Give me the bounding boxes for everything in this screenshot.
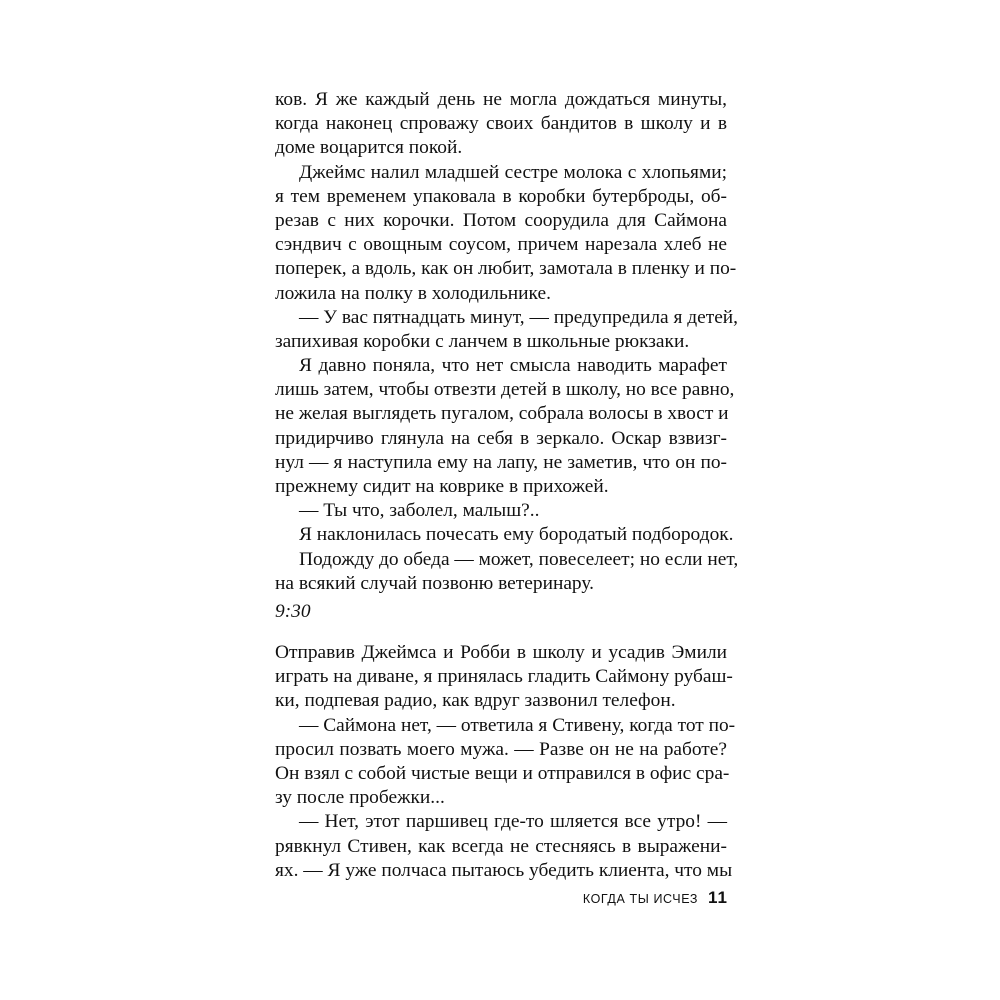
text-line: — Саймона нет, — ответила я Стивену, когда тот по- [299,714,736,736]
text-line: ях. — Я уже полчаса пытаюсь убедить клиента, что мы [275,859,733,881]
text-line: запихивая коробки с ланчем в школьные рюкзаки. [275,330,690,352]
text-line: зу после пробежки... [275,787,445,809]
text-line: Я наклонилась почесать ему бородатый подбородок. [299,524,734,546]
time-heading: 9:30 [275,601,311,622]
text-line: я тем временем упаковала в коробки бутерброды, об- [275,185,727,207]
text-line: на всякий случай позвоню ветеринару. [275,572,594,594]
text-line: Джеймс налил младшей сестре молока с хлопьями; [299,161,727,183]
text-line: сэндвич с овощным соусом, причем нарезала хлеб не [275,234,727,256]
text-line: нул — я наступила ему на лапу, не заметив, что он по- [275,451,727,473]
text-line: просил позвать моего мужа. — Разве он не на работе? [275,738,727,760]
text-line: Я давно поняла, что нет смысла наводить марафет [299,355,727,377]
running-title: КОГДА ТЫ ИСЧЕЗ [582,892,699,906]
text-line: не желая выглядеть пугалом, собрала волосы в хвост и [275,403,729,425]
page-footer [583,888,728,908]
text-line: доме воцарится покой. [275,137,463,159]
text-line: поперек, а вдоль, как он любит, замотала в пленку и по- [275,258,737,280]
text-line: придирчиво глянула на себя в зеркало. Оскар взвизг- [275,427,727,449]
text-line: ков. Я же каждый день не могла дождаться минуты, [275,89,727,110]
text-line: играть на диване, я принялась гладить Саймону рубаш- [275,666,733,688]
page-number: 11 [708,888,728,907]
text-line: рявкнул Стивен, как всегда не стесняясь в выражени- [275,835,727,857]
text-line: резав с них корочки. Потом соорудила для Саймона [275,209,727,231]
text-line: прежнему сидит на коврике в прихожей. [275,476,609,497]
text-line: лишь затем, чтобы отвезти детей в школу, но все равно, [275,379,735,401]
paragraphs-section-2 [275,641,736,883]
text-line: — Ты что, заболел, малыш?.. [299,500,540,522]
text-line: Отправив Джеймса и Робби в школу и усадив Эмили [275,642,727,663]
paragraphs-section-1 [275,88,739,596]
text-line: ложила на полку в холодильнике. [275,282,551,304]
text-line: Он взял с собой чистые вещи и отправился в офис сра- [275,762,730,784]
text-line: ки, подпевая радио, как вдруг зазвонил телефон. [275,690,676,712]
text-line: — Нет, этот паршивец где-то шляется все утро! — [299,811,727,833]
text-line: — У вас пятнадцать минут, — предупредила я детей, [299,306,739,328]
text-line: Подожду до обеда — может, повеселеет; но если нет, [299,548,739,570]
text-line: когда наконец спроважу своих бандитов в школу и в [275,113,727,135]
